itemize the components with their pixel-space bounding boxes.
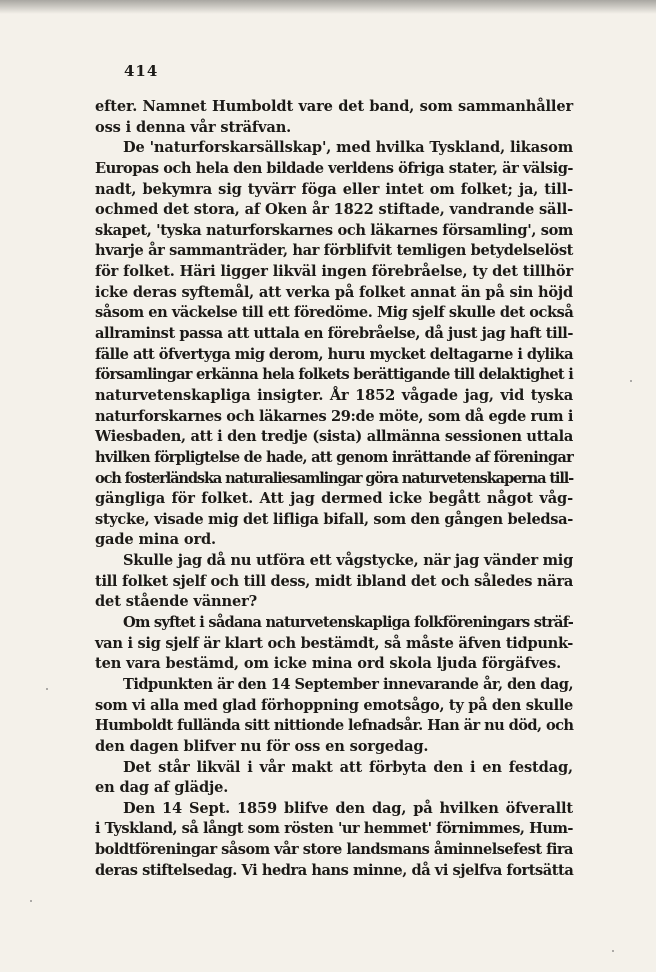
text-line: skapet, 'tyska naturforskarnes och läkarnes församling', som: [95, 221, 573, 239]
text-line: i Tyskland, så långt som rösten 'ur hemmet' förnimmes, Hum-: [95, 820, 573, 838]
text-line: naturforskarnes och läkarnes 29:de möte, som då egde rum i: [95, 407, 573, 425]
text-line: Den 14 Sept. 1859 blifve den dag, på hvilken öfverallt: [123, 799, 573, 817]
text-line: som vi alla med glad förhoppning emotsågo, ty på den skulle: [95, 696, 573, 714]
body-text: [95, 97, 573, 881]
text-line: Wiesbaden, att i den tredje (sista) allmänna sessionen uttala: [95, 428, 573, 446]
text-line: De 'naturforskarsällskap', med hvilka Tyskland, likasom: [123, 139, 573, 157]
text-line: naturvetenskapliga insigter. År 1852 vågade jag, vid tyska: [95, 386, 573, 404]
text-line: hvarje år sammanträder, har förblifvit temligen betydelselöst: [95, 242, 573, 260]
scan-speck: [46, 688, 48, 690]
text-line: fälle att öfvertyga mig derom, huru mycket deltagarne i dylika: [95, 345, 574, 363]
text-line: ochmed det stora, af Oken år 1822 stiftade, vandrande säll-: [95, 201, 573, 219]
text-line: det stående vänner?: [95, 593, 258, 611]
text-line: Om syftet i sådana naturvetenskapliga folkföreningars sträf-: [123, 614, 573, 632]
text-line: Tidpunkten är den 14 September innevarande år, den dag,: [123, 675, 573, 693]
text-line: van i sig sjelf är klart och bestämdt, så måste äfven tidpunk-: [95, 634, 573, 652]
text-line: till folket sjelf och till dess, midt ibland det och således nära: [95, 572, 573, 590]
scan-top-edge: [0, 0, 656, 14]
text-line: Europas och hela den bildade verldens öfriga stater, är välsig-: [95, 159, 573, 177]
text-line: den dagen blifver nu för oss en sorgedag.: [95, 737, 429, 755]
text-line: deras stiftelsedag. Vi hedra hans minne, då vi sjelfva fortsätta: [95, 861, 574, 879]
text-line: Humboldt fullända sitt nittionde lefnadsår. Han är nu död, och: [95, 717, 574, 735]
text-line: icke deras syftemål, att verka på folket annat än på sin höjd: [95, 283, 573, 301]
text-line: såsom en väckelse till ett föredöme. Mig sjelf skulle det också: [95, 304, 574, 322]
text-line: gängliga för folket. Att jag dermed icke begått något våg-: [95, 490, 573, 508]
text-line: stycke, visade mig det lifliga bifall, som den gången beledsa-: [95, 510, 573, 528]
text-line: en dag af glädje.: [95, 779, 229, 797]
scan-speck: [612, 950, 614, 952]
page-number: 414: [124, 62, 159, 80]
text-line: boldtföreningar såsom vår store landsmans åminnelsefest fira: [95, 841, 573, 859]
text-line: och fosterländska naturaliesamlingar göra naturvetenskaperna till-: [95, 469, 573, 487]
text-line: allraminst passa att uttala en förebråelse, då just jag haft till-: [95, 325, 573, 343]
text-line: nadt, bekymra sig tyvärr föga eller intet om folket; ja, till-: [95, 180, 573, 198]
text-line: församlingar erkänna hela folkets berättigande till delaktighet i: [95, 366, 573, 384]
text-line: oss i denna vår sträfvan.: [95, 118, 292, 136]
scan-speck: [30, 900, 32, 902]
scan-speck: [630, 380, 632, 382]
text-line: efter. Namnet Humboldt vare det band, som sammanhåller: [95, 98, 573, 115]
text-line: Skulle jag då nu utföra ett vågstycke, när jag vänder mig: [123, 552, 573, 570]
text-line: gade mina ord.: [95, 531, 216, 549]
text-line: för folket. Häri ligger likväl ingen förebråelse, ty det tillhör: [95, 263, 574, 281]
text-line: Det står likväl i vår makt att förbyta den i en festdag,: [123, 758, 573, 776]
text-line: hvilken förpligtelse de hade, att genom inrättande af föreningar: [95, 448, 573, 466]
text-line: ten vara bestämd, om icke mina ord skola ljuda förgäfves.: [95, 655, 562, 673]
